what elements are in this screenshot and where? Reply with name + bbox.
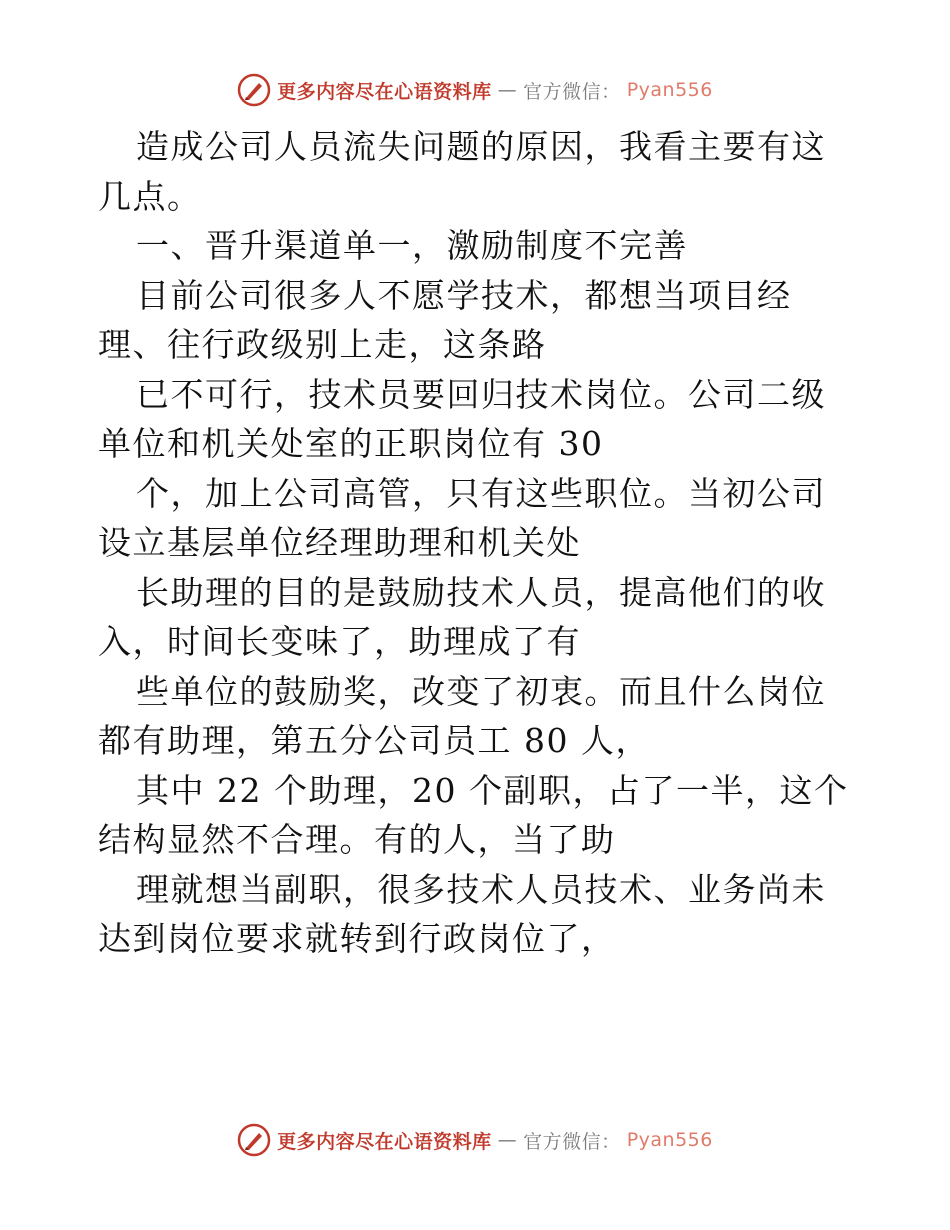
pen-seal-logo-icon [237, 73, 271, 107]
paragraph: 长助理的目的是鼓励技术人员，提高他们的收入，时间长变味了，助理成了有 [98, 572, 826, 661]
watermark-site-text: 更多内容尽在心语资料库 [277, 80, 492, 103]
watermark-wechat-id: Pyan556 [626, 1129, 713, 1151]
paragraph: 其中 22 个助理，20 个副职，占了一半，这个结构显然不合理。有的人，当了助 [98, 770, 849, 859]
paragraph: 已不可行，技术员要回归技术岗位。公司二级单位和机关处室的正职岗位有 30 [98, 374, 826, 463]
watermark-site-text: 更多内容尽在心语资料库 [277, 1130, 492, 1153]
pen-seal-logo-icon [237, 1123, 271, 1157]
paragraph: 理就想当副职，很多技术人员技术、业务尚未达到岗位要求就转到行政岗位了， [98, 869, 826, 958]
watermark-dash: — [497, 1129, 518, 1151]
header-watermark [0, 70, 950, 110]
watermark-wechat-id: Pyan556 [626, 79, 713, 101]
paragraph: 个，加上公司高管，只有这些职位。当初公司设立基层单位经理助理和机关处 [98, 473, 826, 562]
footer-watermark [0, 1120, 950, 1160]
section-heading: 一、晋升渠道单一，激励制度不完善 [136, 226, 688, 265]
document-body [98, 122, 858, 964]
watermark-official-label: 官方微信： [523, 80, 621, 103]
paragraph: 些单位的鼓励奖，改变了初衷。而且什么岗位都有助理，第五分公司员工 80 人， [98, 671, 826, 760]
paragraph: 造成公司人员流失问题的原因，我看主要有这几点。 [98, 127, 826, 216]
watermark-official-label: 官方微信： [523, 1130, 621, 1153]
paragraph: 目前公司很多人不愿学技术，都想当项目经理、往行政级别上走，这条路 [98, 275, 792, 364]
watermark-dash: — [497, 79, 518, 101]
